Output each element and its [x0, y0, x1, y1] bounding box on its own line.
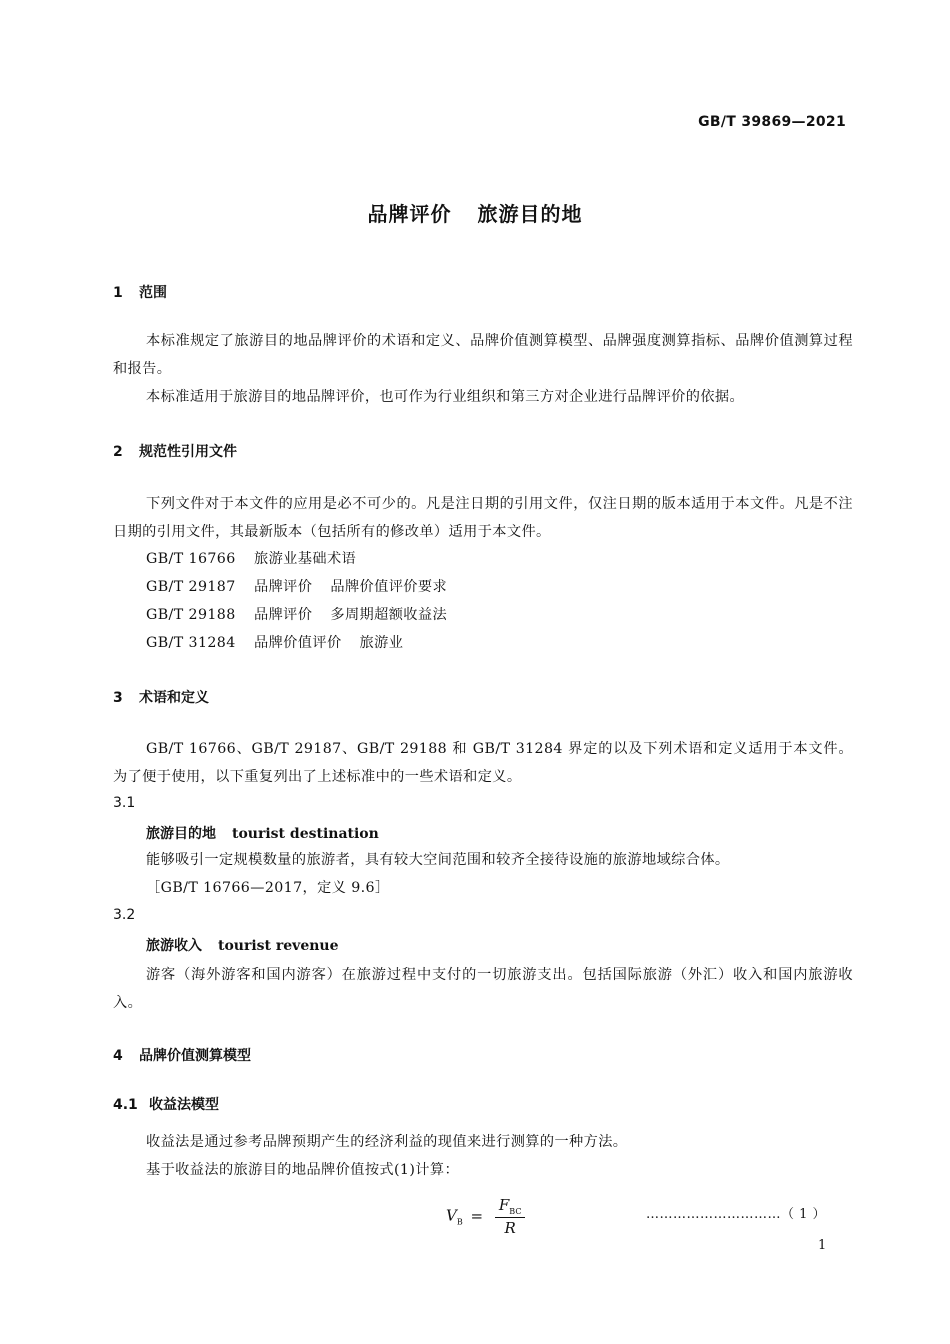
section-title: 术语和定义 [139, 690, 209, 706]
term-definition: 能够吸引一定规模数量的旅游者，具有较大空间范围和较齐全接待设施的旅游地域综合体。 [146, 852, 730, 868]
section-1-paragraph-1: 本标准规定了旅游目的地品牌评价的术语和定义、品牌价值测算模型、品牌强度测算指标、品牌价值测算过程和报告。 [113, 333, 853, 377]
title-part-1: 品牌评价 [367, 202, 452, 226]
term-zh: 旅游目的地 [146, 826, 216, 842]
section-4-paragraph-1: 收益法是通过参考品牌预期产生的经济利益的现值来进行测算的一种方法。 [146, 1134, 628, 1150]
section-3-paragraph-1: GB/T 16766、GB/T 29187、GB/T 29188 和 GB/T 31284 界定的以及下列术语和定义适用于本文件。为了便于使用，以下重复列出了上述标准中的一些术语和定义。 [113, 741, 853, 785]
formula-numerator [495, 1196, 526, 1218]
term-zh: 旅游收入 [146, 938, 202, 954]
section-number: 2 [113, 444, 123, 460]
reference-subtitle: 品牌价值评价要求 [330, 579, 448, 595]
term-en: tourist revenue [218, 938, 339, 954]
numerator-symbol: F [498, 1196, 510, 1214]
section-2-paragraph-1: 下列文件对于本文件的应用是必不可少的。凡是注日期的引用文件，仅注日期的版本适用于本文件。凡是不注日期的引用文件，其最新版本（包括所有的修改单）适用于本文件。 [113, 496, 853, 540]
section-title: 规范性引用文件 [139, 444, 237, 460]
reference-title: 品牌价值评价 [254, 635, 342, 651]
section-3-heading [113, 687, 209, 707]
formula-denominator: R [504, 1219, 516, 1237]
normative-reference [146, 632, 403, 652]
section-number: 4 [113, 1048, 123, 1064]
document-title [0, 198, 950, 227]
subsection-4-1-heading [113, 1094, 219, 1114]
numerator-subscript: BC [509, 1207, 522, 1216]
reference-code: GB/T 16766 [146, 551, 236, 567]
reference-title: 品牌评价 [254, 607, 313, 623]
section-number: 1 [113, 285, 123, 301]
equation-number: …………………………（ 1 ） [646, 1207, 827, 1222]
title-part-2: 旅游目的地 [477, 202, 583, 226]
section-title: 品牌价值测算模型 [139, 1048, 251, 1064]
reference-title: 旅游业基础术语 [254, 551, 357, 567]
reference-title: 品牌评价 [254, 579, 313, 595]
subsection-title: 收益法模型 [149, 1097, 219, 1113]
term-source: ［GB/T 16766—2017，定义 9.6］ [146, 880, 390, 896]
section-2-heading [113, 441, 237, 461]
formula-1 [446, 1196, 525, 1237]
reference-code: GB/T 31284 [146, 635, 236, 651]
term-number: 3.1 [113, 795, 136, 811]
section-title: 范围 [139, 285, 167, 301]
term-en: tourist destination [232, 826, 379, 842]
section-number: 3 [113, 690, 123, 706]
subsection-number: 4.1 [113, 1097, 138, 1113]
section-4-heading [113, 1045, 251, 1065]
section-1-heading [113, 282, 167, 302]
standard-number: GB/T 39869—2021 [698, 114, 846, 130]
normative-reference [146, 604, 447, 624]
formula-lhs: V [446, 1206, 457, 1225]
normative-reference [146, 576, 447, 596]
formula-fraction [495, 1196, 526, 1237]
normative-reference [146, 548, 356, 568]
section-1-paragraph-2: 本标准适用于旅游目的地品牌评价，也可作为行业组织和第三方对企业进行品牌评价的依据。 [146, 389, 745, 405]
reference-code: GB/T 29188 [146, 607, 236, 623]
formula-lhs-subscript: B [456, 1217, 463, 1227]
term-definition: 游客（海外游客和国内游客）在旅游过程中支付的一切旅游支出。包括国际旅游（外汇）收入和国内旅游收入。 [113, 967, 853, 1011]
reference-subtitle: 旅游业 [359, 635, 404, 651]
term-heading [146, 823, 379, 843]
formula-equals: = [470, 1206, 484, 1225]
page-number: 1 [818, 1238, 827, 1253]
term-number: 3.2 [113, 907, 136, 923]
section-4-paragraph-2: 基于收益法的旅游目的地品牌价值按式(1)计算： [146, 1162, 460, 1178]
reference-code: GB/T 29187 [146, 579, 236, 595]
reference-subtitle: 多周期超额收益法 [330, 607, 448, 623]
term-heading [146, 935, 339, 955]
